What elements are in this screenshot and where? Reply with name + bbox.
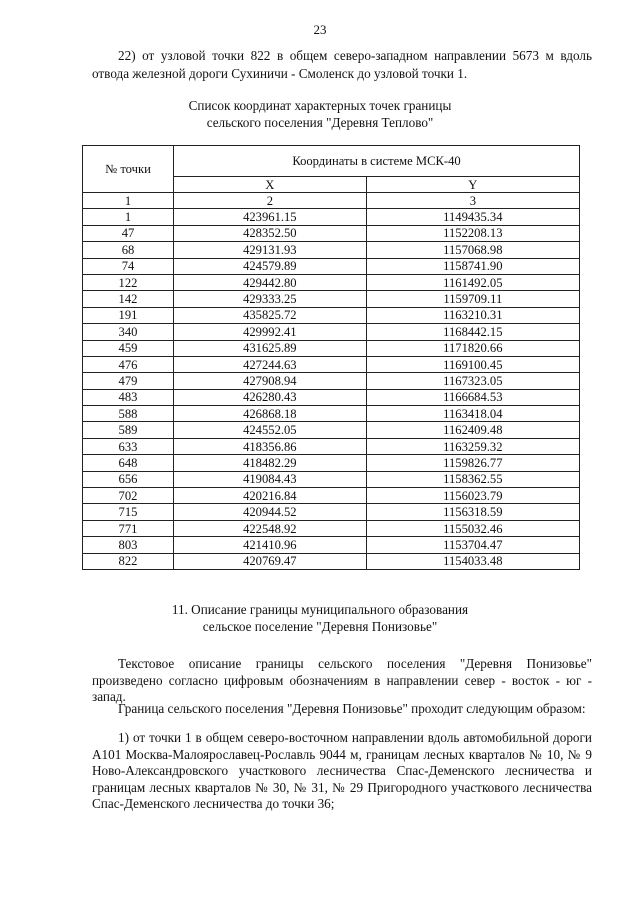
x-cell: 429442.80 (174, 274, 367, 290)
num-cell-1: 1 (83, 193, 174, 209)
table-row (83, 471, 580, 487)
table-row (83, 356, 580, 372)
y-cell: 1162409.48 (366, 422, 579, 438)
list-title-line2: сельского поселения "Деревня Теплово" (206, 115, 434, 130)
x-cell: 426868.18 (174, 406, 367, 422)
point-cell: 340 (83, 324, 174, 340)
table-row (83, 291, 580, 307)
x-cell: 423961.15 (174, 209, 367, 225)
x-cell: 429131.93 (174, 242, 367, 258)
paragraph-item-1-text: 1) от точки 1 в общем северо-восточном направлении вдоль автомобильной дороги А101 Москва-Малоярославец-Рославль 9044 м, границам лесных кварталов № 10, № 9 Ново-Александровского участкового лесничества Спас-Деменского лесничества и границам лесных кварталов № 30, № 31, № 29 Пригородного участкового лесничества Спас-Деменского лесничества до точки 36; (92, 730, 592, 811)
x-cell: 418482.29 (174, 455, 367, 471)
paragraph-item-1 (92, 730, 592, 813)
col-point-header: № точки (83, 146, 174, 193)
paragraph-22 (92, 47, 592, 83)
section-title-line2: сельское поселение "Деревня Понизовье" (202, 619, 438, 634)
col-y-header: Y (366, 177, 579, 193)
point-cell: 459 (83, 340, 174, 356)
x-cell: 426280.43 (174, 389, 367, 405)
y-cell: 1167323.05 (366, 373, 579, 389)
table-row (83, 537, 580, 553)
y-cell: 1168442.15 (366, 324, 579, 340)
table-row (83, 340, 580, 356)
table-row (83, 225, 580, 241)
y-cell: 1169100.45 (366, 356, 579, 372)
x-cell: 420769.47 (174, 553, 367, 569)
point-cell: 483 (83, 389, 174, 405)
x-cell: 429992.41 (174, 324, 367, 340)
table-header-row (83, 146, 580, 177)
y-cell: 1158362.55 (366, 471, 579, 487)
y-cell: 1171820.66 (366, 340, 579, 356)
point-cell: 771 (83, 520, 174, 536)
y-cell: 1153704.47 (366, 537, 579, 553)
table-number-row (83, 193, 580, 209)
x-cell: 424552.05 (174, 422, 367, 438)
coordinates-table-body (83, 209, 580, 570)
section-title (0, 601, 640, 635)
point-cell: 479 (83, 373, 174, 389)
table-row (83, 438, 580, 454)
table-row (83, 389, 580, 405)
list-title-line1: Список координат характерных точек границы (188, 98, 452, 113)
y-cell: 1157068.98 (366, 242, 579, 258)
x-cell: 435825.72 (174, 307, 367, 323)
point-cell: 476 (83, 356, 174, 372)
point-cell: 68 (83, 242, 174, 258)
y-cell: 1166684.53 (366, 389, 579, 405)
y-cell: 1161492.05 (366, 274, 579, 290)
table-row (83, 553, 580, 569)
x-cell: 424579.89 (174, 258, 367, 274)
page-number: 23 (313, 22, 327, 37)
table-row (83, 520, 580, 536)
point-cell: 715 (83, 504, 174, 520)
point-cell: 702 (83, 488, 174, 504)
num-cell-3: 3 (366, 193, 579, 209)
paragraph-boundary-intro (92, 701, 592, 718)
coordinates-list-title (0, 97, 640, 131)
x-cell: 418356.86 (174, 438, 367, 454)
y-cell: 1155032.46 (366, 520, 579, 536)
point-cell: 142 (83, 291, 174, 307)
point-cell: 822 (83, 553, 174, 569)
x-cell: 429333.25 (174, 291, 367, 307)
table-row (83, 307, 580, 323)
point-cell: 588 (83, 406, 174, 422)
point-cell: 122 (83, 274, 174, 290)
table-row (83, 258, 580, 274)
y-cell: 1156318.59 (366, 504, 579, 520)
x-cell: 421410.96 (174, 537, 367, 553)
table-row (83, 504, 580, 520)
section-title-line1: 11. Описание границы муниципального образования (171, 602, 469, 617)
table-row (83, 209, 580, 225)
table-row (83, 455, 580, 471)
point-cell: 648 (83, 455, 174, 471)
table-row (83, 274, 580, 290)
y-cell: 1163418.04 (366, 406, 579, 422)
y-cell: 1156023.79 (366, 488, 579, 504)
x-cell: 420216.84 (174, 488, 367, 504)
point-cell: 1 (83, 209, 174, 225)
point-cell: 47 (83, 225, 174, 241)
x-cell: 427244.63 (174, 356, 367, 372)
y-cell: 1163259.32 (366, 438, 579, 454)
y-cell: 1152208.13 (366, 225, 579, 241)
y-cell: 1154033.48 (366, 553, 579, 569)
table-row (83, 373, 580, 389)
col-x-header: X (174, 177, 367, 193)
x-cell: 427908.94 (174, 373, 367, 389)
table-row (83, 242, 580, 258)
paragraph-22-text: 22) от узловой точки 822 в общем северо-западном направлении 5673 м вдоль отвода железной дороги Сухиничи - Смоленск до узловой точки 1. (92, 48, 592, 81)
x-cell: 420944.52 (174, 504, 367, 520)
paragraph-boundary-intro-text: Граница сельского поселения "Деревня Понизовье" проходит следующим образом: (118, 701, 586, 716)
x-cell: 428352.50 (174, 225, 367, 241)
point-cell: 656 (83, 471, 174, 487)
point-cell: 803 (83, 537, 174, 553)
point-cell: 74 (83, 258, 174, 274)
table-row (83, 406, 580, 422)
paragraph-description-text: Текстовое описание границы сельского поселения "Деревня Понизовье" произведено согласно цифровым обозначениям в направлении север - восток - юг - запад. (92, 656, 592, 704)
point-cell: 589 (83, 422, 174, 438)
y-cell: 1159826.77 (366, 455, 579, 471)
x-cell: 422548.92 (174, 520, 367, 536)
x-cell: 419084.43 (174, 471, 367, 487)
table-row (83, 324, 580, 340)
point-cell: 191 (83, 307, 174, 323)
x-cell: 431625.89 (174, 340, 367, 356)
col-coords-header: Координаты в системе МСК-40 (174, 146, 580, 177)
y-cell: 1163210.31 (366, 307, 579, 323)
table-row (83, 488, 580, 504)
num-cell-2: 2 (174, 193, 367, 209)
table-row (83, 422, 580, 438)
y-cell: 1149435.34 (366, 209, 579, 225)
coordinates-table (82, 145, 580, 570)
y-cell: 1158741.90 (366, 258, 579, 274)
paragraph-description (92, 656, 592, 706)
point-cell: 633 (83, 438, 174, 454)
y-cell: 1159709.11 (366, 291, 579, 307)
